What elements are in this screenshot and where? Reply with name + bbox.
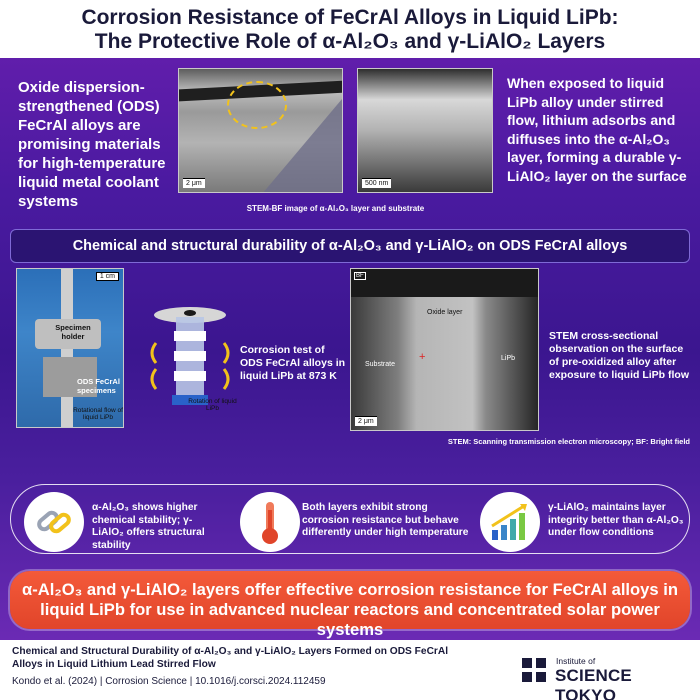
scale-bar-label: 2 μm: [355, 416, 377, 426]
scale-bar-label: 2 μm: [183, 178, 205, 188]
scale-bar-label: 500 nm: [362, 178, 391, 188]
point-1: [10, 452, 230, 574]
intro-right-text: When exposed to liquid LiPb alloy under stirred flow, lithium adsorbs and diffuses into the α-Al₂O₃ layer, forming a durable γ-LiAlO₂ layer on the surface: [507, 75, 687, 184]
stem-cross-section: [350, 268, 539, 431]
point-3-text: γ-LiAlO₂ maintains layer integrity better than α-Al₂O₃ under flow conditions: [548, 502, 684, 538]
substrate-label: Substrate: [365, 361, 395, 368]
footnote: STEM: Scanning transmission electron microscopy; BF: Bright field: [447, 437, 690, 446]
bar-growth-icon: [480, 492, 540, 552]
point-1-text: α-Al₂O₃ shows higher chemical stability; γ-LiAlO₂ offers structural stability: [92, 502, 205, 551]
chain-link-icon: [24, 492, 84, 552]
marker-plus-icon: +: [419, 351, 426, 363]
institute-logo: [520, 654, 690, 700]
point-3: [480, 452, 690, 574]
title-banner: [0, 0, 700, 58]
footer: [0, 640, 700, 700]
stem-micrograph-1: [178, 68, 343, 193]
lipb-label: LiPb: [501, 355, 516, 362]
specimens-label: ODS FeCrAl specimens: [77, 377, 120, 395]
stem-observation-text: STEM cross-sectional observation on the surface of pre-oxidized alloy after exposure to liquid LiPb flow: [549, 330, 690, 381]
stem-micrograph-2: [357, 68, 493, 193]
oxide-layer-label: Oxide layer: [427, 309, 463, 316]
citation-reference: Kondo et al. (2024) | Corrosion Science | 10.1016/j.corsci.2024.112459: [12, 676, 326, 687]
rotational-flow-label: Rotational flow of liquid LiPb: [73, 407, 123, 421]
logo-mark-icon: [520, 656, 548, 684]
intro-left-text: Oxide dispersion-strengthened (ODS) FeCrAl alloys are promising materials for high-temperature liquid metal coolant systems: [18, 79, 166, 210]
photo-scale-label: 1 cm: [96, 272, 119, 281]
point-2-text: Both layers exhibit strong corrosion resistance but behave differently under high temperature: [302, 502, 469, 538]
citation-title: Chemical and Structural Durability of α-Al₂O₃ and γ-LiAlO₂ Layers Formed on ODS FeCrAl Alloys in Liquid Lithium Lead Stirred Flow: [12, 646, 449, 670]
stem3-top-region: [351, 269, 539, 297]
bf-label: BF: [356, 273, 364, 279]
logo-name: SCIENCE TOKYO: [555, 666, 632, 700]
thermometer-icon: [240, 492, 300, 552]
point-2: [240, 452, 470, 574]
specimen-holder-label: Specimen holder: [55, 323, 91, 341]
rotation-label: Rotation of liquid LiPb: [188, 398, 237, 412]
highlight-circle: [227, 81, 287, 129]
corrosion-test-text: Corrosion test of ODS FeCrAl alloys in liquid LiPb at 873 K: [240, 344, 346, 382]
logo-subtitle: Institute of: [556, 656, 596, 666]
micrograph-caption: STEM-BF image of α-Al₂O₃ layer and substrate: [246, 204, 425, 213]
setup-photo: [16, 268, 124, 428]
conclusion-banner: α-Al₂O₃ and γ-LiAlO₂ layers offer effective corrosion resistance for FeCrAl alloys in liquid LiPb for use in advanced nuclear reactors and concentrated solar power systems: [10, 571, 690, 629]
section-header: Chemical and structural durability of α-Al₂O₃ and γ-LiAlO₂ on ODS FeCrAl alloys: [10, 229, 690, 263]
title-line-1: Corrosion Resistance of FeCrAl Alloys in Liquid LiPb:: [81, 6, 619, 29]
title-line-2: The Protective Role of α-Al₂O₃ and γ-LiAlO₂ Layers: [94, 30, 606, 53]
